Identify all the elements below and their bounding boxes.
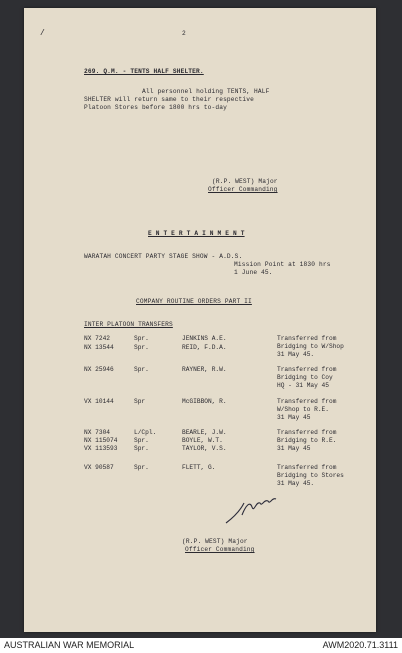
soldier-name: FLETT, G. [182,464,216,471]
soldier-name: McGIBBON, R. [182,398,227,405]
service-number: VX 10144 [84,398,114,405]
signature-2-name: (R.P. WEST) Major [182,538,248,545]
item-269-heading: 269. Q.M. - TENTS HALF SHELTER. [84,68,204,75]
signature-2-title: Officer Commanding [185,546,255,553]
service-number: VX 90587 [84,464,114,471]
transfer-detail: HQ - 31 May 45 [277,382,329,389]
transfer-detail: 31 May 45 [277,414,311,421]
soldier-name: RAYNER, R.W. [182,366,227,373]
rank: Spr. [134,445,149,452]
handwritten-signature [224,493,284,527]
rank: Spr. [134,437,149,444]
transfer-detail: Transferred from [277,464,337,471]
page-number: 2 [182,30,186,37]
entertainment-line: Mission Point at 1830 hrs [234,261,331,268]
transfer-detail: Bridging to W/Shop [277,343,344,350]
soldier-name: JENKINS A.E. [182,335,227,342]
transfer-detail: 31 May 45. [277,351,315,358]
transfer-detail: Bridging to R.E. [277,437,337,444]
service-number: NX 7242 [84,335,110,342]
document-page [24,8,376,632]
rank: Spr. [134,335,149,342]
transfer-detail: W/Shop to R.E. [277,406,329,413]
service-number: VX 113593 [84,445,118,452]
service-number: NX 13544 [84,344,114,351]
soldier-name: TAYLOR, V.S. [182,445,227,452]
transfer-detail: Transferred from [277,335,337,342]
footer-left: AUSTRALIAN WAR MEMORIAL [4,640,135,650]
entertainment-line: 1 June 45. [234,269,273,276]
item-269-body-line: Platoon Stores before 1800 hrs to-day [84,104,227,111]
item-269-body-line: SHELTER will return same to their respective [84,96,254,103]
service-number: NX 7304 [84,429,110,436]
rank: Spr. [134,464,149,471]
transfer-detail: Bridging to Stores [277,472,344,479]
footer-right: AWM2020.71.3111 [322,640,398,650]
entertainment-line: WARATAH CONCERT PARTY STAGE SHOW - A.D.S. [84,253,243,260]
soldier-name: REID, F.D.A. [182,344,227,351]
entertainment-heading: E N T E R T A I N M E N T [148,230,245,237]
transfer-row [24,464,376,494]
transfer-row [24,366,376,396]
transfer-detail: 31 May 45 [277,445,311,452]
soldier-name: BOYLE, W.T. [182,437,223,444]
transfer-detail: Transferred from [277,398,337,405]
rank: Spr [134,398,146,405]
signature-1-name: (R.P. WEST) Major [212,178,278,185]
transfer-row [24,398,376,428]
hole-punch-mark: / [40,29,45,38]
rank: Spr. [134,344,149,351]
service-number: NX 115074 [84,437,118,444]
transfers-heading: INTER PLATOON TRANSFERS [84,321,173,328]
soldier-name: BEARLE, J.W. [182,429,227,436]
service-number: NX 25946 [84,366,114,373]
transfer-detail: Bridging to Coy [277,374,333,381]
company-orders-heading: COMPANY ROUTINE ORDERS PART II [136,298,252,305]
transfer-detail: Transferred from [277,366,337,373]
item-269-body-line: All personnel holding TENTS, HALF [142,88,270,95]
transfer-detail: Transferred from [277,429,337,436]
signature-1-title: Officer Commanding [208,186,278,193]
rank: L/Cpl. [134,429,157,436]
rank: Spr. [134,366,149,373]
transfer-detail: 31 May 45. [277,480,315,487]
